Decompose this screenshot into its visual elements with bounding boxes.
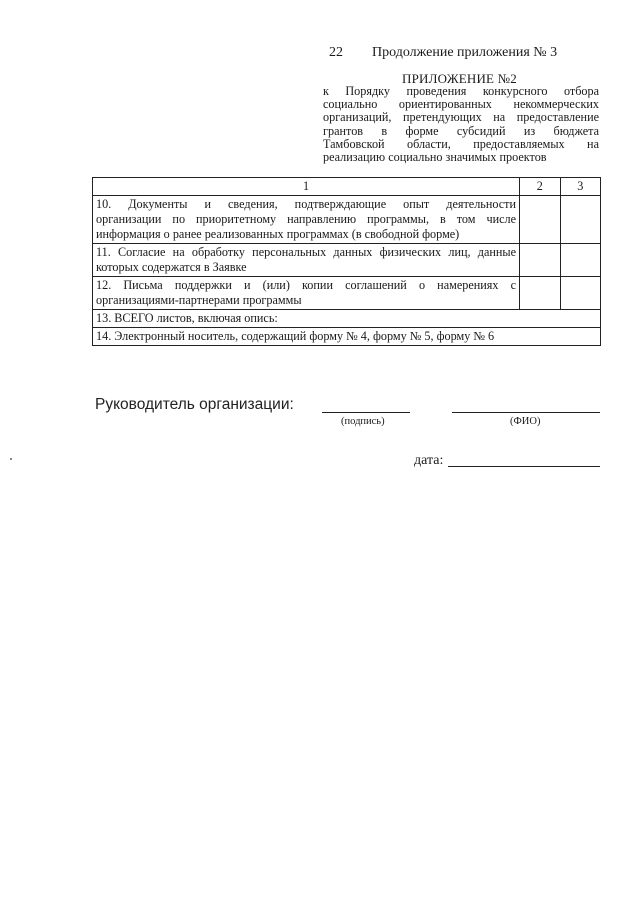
signature-caption: (подпись) — [341, 416, 385, 427]
row-text-line: 10. Документы и сведения, подтверждающие опыт деятельности — [96, 197, 517, 211]
appendix-line: реализацию социально значимых проектов — [323, 150, 547, 165]
row-cell-col2 — [520, 244, 560, 277]
page-number: 22 — [329, 45, 343, 60]
table-row — [93, 328, 601, 346]
appendix-line: социально ориентированных некоммерческих — [323, 97, 599, 112]
date-line — [448, 466, 600, 467]
row-text-line: которых содержатся в Заявке — [96, 260, 247, 274]
row-total-sheets: 13. ВСЕГО листов, включая опись: — [93, 310, 601, 328]
row-cell-col2 — [520, 277, 560, 310]
row-cell-col2 — [520, 196, 560, 244]
row-description — [93, 277, 520, 310]
table-row — [93, 277, 601, 310]
director-label: Руководитель организации: — [95, 396, 294, 413]
continuation-note: Продолжение приложения № 3 — [372, 45, 558, 60]
appendix-line: к Порядку проведения конкурсного отбора — [323, 84, 599, 98]
row-description — [93, 244, 520, 277]
row-cell-col3 — [560, 277, 601, 310]
table-row — [93, 196, 601, 244]
appendix-title: ПРИЛОЖЕНИЕ №2 — [402, 71, 517, 86]
row-electronic-media: 14. Электронный носитель, содержащий форму № 4, форму № 5, форму № 6 — [93, 328, 601, 346]
row-cell-col3 — [560, 244, 601, 277]
date-label: дата: — [414, 453, 444, 468]
signature-line — [322, 412, 410, 413]
table-header-row — [93, 178, 601, 196]
appendix-line: Тамбовской области, предоставляемых на — [323, 136, 599, 151]
row-text-line: организациями-партнерами программы — [96, 293, 302, 307]
margin-mark — [10, 458, 12, 460]
column-header: 2 — [520, 178, 560, 196]
appendix-line: грантов в форме субсидий из бюджета — [323, 123, 599, 138]
fio-caption: (ФИО) — [510, 416, 541, 427]
appendix-subtitle — [323, 85, 599, 164]
row-cell-col3 — [560, 196, 601, 244]
row-text-line: 11. Согласие на обработку персональных данных физических лиц, данные — [96, 245, 517, 259]
row-text-line: информация о ранее реализованных программах (в свободной форме) — [96, 227, 460, 241]
table-row — [93, 310, 601, 328]
appendix-line: организаций, претендующих на предоставление — [323, 110, 599, 125]
table-row — [93, 244, 601, 277]
row-description — [93, 196, 520, 244]
row-text-line: организации по приоритетному направлению программы, в том числе — [96, 212, 517, 226]
documents-table — [92, 177, 601, 346]
column-header: 3 — [560, 178, 601, 196]
column-header: 1 — [93, 178, 520, 196]
fio-line — [452, 412, 600, 413]
row-text-line: 12. Письма поддержки и (или) копии соглашений о намерениях с — [96, 278, 517, 292]
